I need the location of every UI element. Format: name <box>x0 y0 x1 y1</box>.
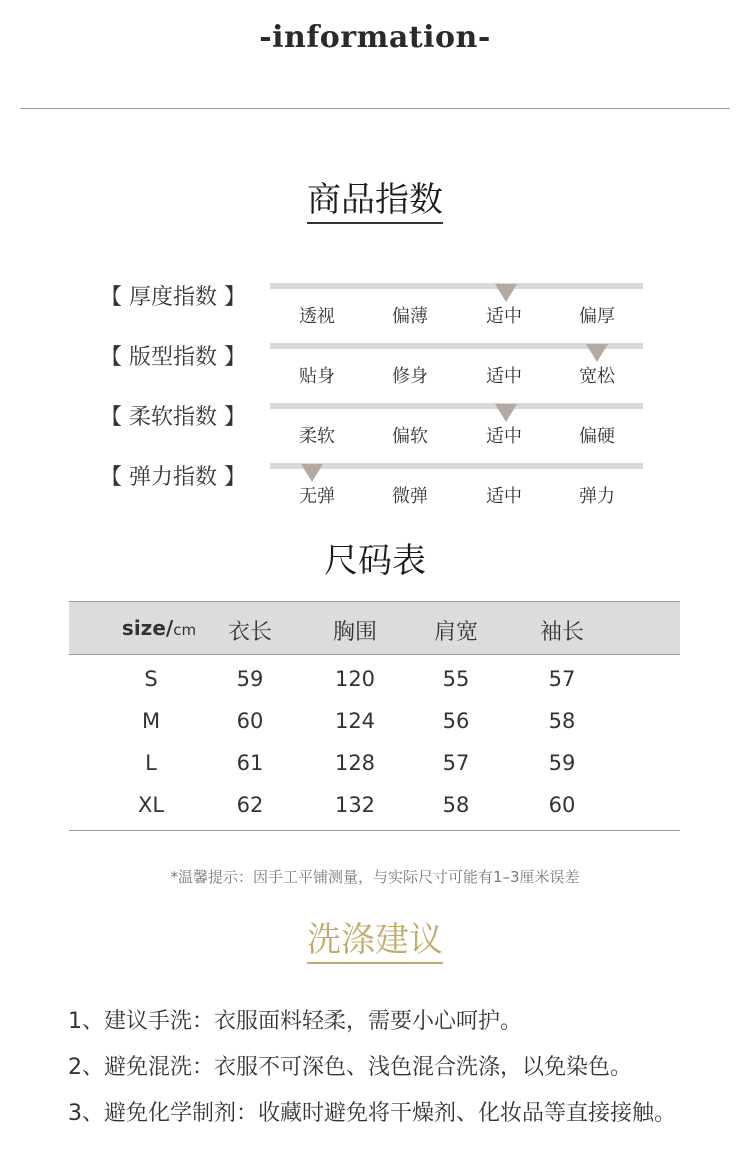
table-row <box>69 701 680 743</box>
index-option: 偏薄 <box>392 306 428 327</box>
table-row <box>69 743 680 785</box>
washing-tip: 3、避免化学制剂：收藏时避免将干燥剂、化妆品等直接接触。 <box>68 1101 676 1126</box>
index-option: 宽松 <box>579 366 615 387</box>
index-option: 偏厚 <box>579 306 615 327</box>
size-table-header <box>69 601 680 655</box>
column-header: 衣长 <box>227 620 272 645</box>
index-marker-icon <box>495 284 517 302</box>
value-cell: 57 <box>442 751 470 775</box>
index-marker-icon <box>301 464 323 482</box>
value-cell: 128 <box>334 751 376 775</box>
index-label: 【 版型指数 】 <box>100 345 246 370</box>
value-cell: 57 <box>548 667 576 691</box>
index-marker-icon <box>495 404 517 422</box>
index-track <box>270 403 643 409</box>
value-cell: 56 <box>442 709 470 733</box>
value-cell: 55 <box>442 667 470 691</box>
index-option: 微弹 <box>392 486 428 507</box>
index-option: 偏硬 <box>579 426 615 447</box>
washing-title <box>0 912 750 961</box>
value-cell: 62 <box>236 793 264 817</box>
value-cell: 59 <box>236 667 264 691</box>
index-row <box>0 400 750 460</box>
product-index-title-text: 商品指数 <box>307 180 443 224</box>
index-row <box>0 340 750 400</box>
value-cell: 58 <box>548 709 576 733</box>
value-cell: 59 <box>548 751 576 775</box>
index-label: 【 柔软指数 】 <box>100 405 246 430</box>
index-option: 修身 <box>392 366 428 387</box>
washing-title-text: 洗涤建议 <box>307 920 443 964</box>
size-label-text: size/ <box>121 616 174 640</box>
size-cell: S <box>144 667 158 691</box>
size-cell: L <box>145 751 157 775</box>
value-cell: 60 <box>548 793 576 817</box>
index-option: 贴身 <box>299 366 335 387</box>
index-row <box>0 460 750 520</box>
column-header: 胸围 <box>332 620 377 645</box>
index-option: 偏软 <box>392 426 428 447</box>
header-divider <box>20 108 730 109</box>
column-header: 袖长 <box>539 620 584 645</box>
washing-tip: 1、建议手洗：衣服面料轻柔，需要小心呵护。 <box>68 1009 522 1034</box>
size-chart-title: 尺码表 <box>324 541 426 581</box>
size-unit: cm <box>173 621 197 639</box>
value-cell: 58 <box>442 793 470 817</box>
index-option: 柔软 <box>299 426 335 447</box>
index-track <box>270 283 643 289</box>
value-cell: 120 <box>334 667 376 691</box>
index-option: 适中 <box>486 426 522 447</box>
column-header: 肩宽 <box>433 620 478 645</box>
measurement-note: *温馨提示：因手工平铺测量，与实际尺寸可能有1–3厘米误差 <box>170 868 580 886</box>
table-row <box>69 785 680 827</box>
value-cell: 61 <box>236 751 264 775</box>
table-row <box>69 659 680 701</box>
index-label: 【 厚度指数 】 <box>100 285 246 310</box>
index-option: 适中 <box>486 486 522 507</box>
size-cell: M <box>141 709 161 733</box>
value-cell: 124 <box>334 709 376 733</box>
index-track <box>270 463 643 469</box>
index-row <box>0 280 750 340</box>
size-table-body <box>69 655 680 831</box>
washing-tip: 2、避免混洗：衣服不可深色、浅色混合洗涤，以免染色。 <box>68 1055 632 1080</box>
value-cell: 132 <box>334 793 376 817</box>
index-option: 透视 <box>299 306 335 327</box>
size-table <box>69 601 680 831</box>
header-title: -information- <box>259 20 491 55</box>
size-cell: XL <box>137 793 165 817</box>
index-option: 弹力 <box>579 486 615 507</box>
product-index-title <box>0 172 750 221</box>
index-option: 适中 <box>486 366 522 387</box>
index-marker-icon <box>586 344 608 362</box>
index-label: 【 弹力指数 】 <box>100 465 246 490</box>
index-option: 无弹 <box>299 486 335 507</box>
size-column-header <box>109 616 209 640</box>
value-cell: 60 <box>236 709 264 733</box>
index-option: 适中 <box>486 306 522 327</box>
